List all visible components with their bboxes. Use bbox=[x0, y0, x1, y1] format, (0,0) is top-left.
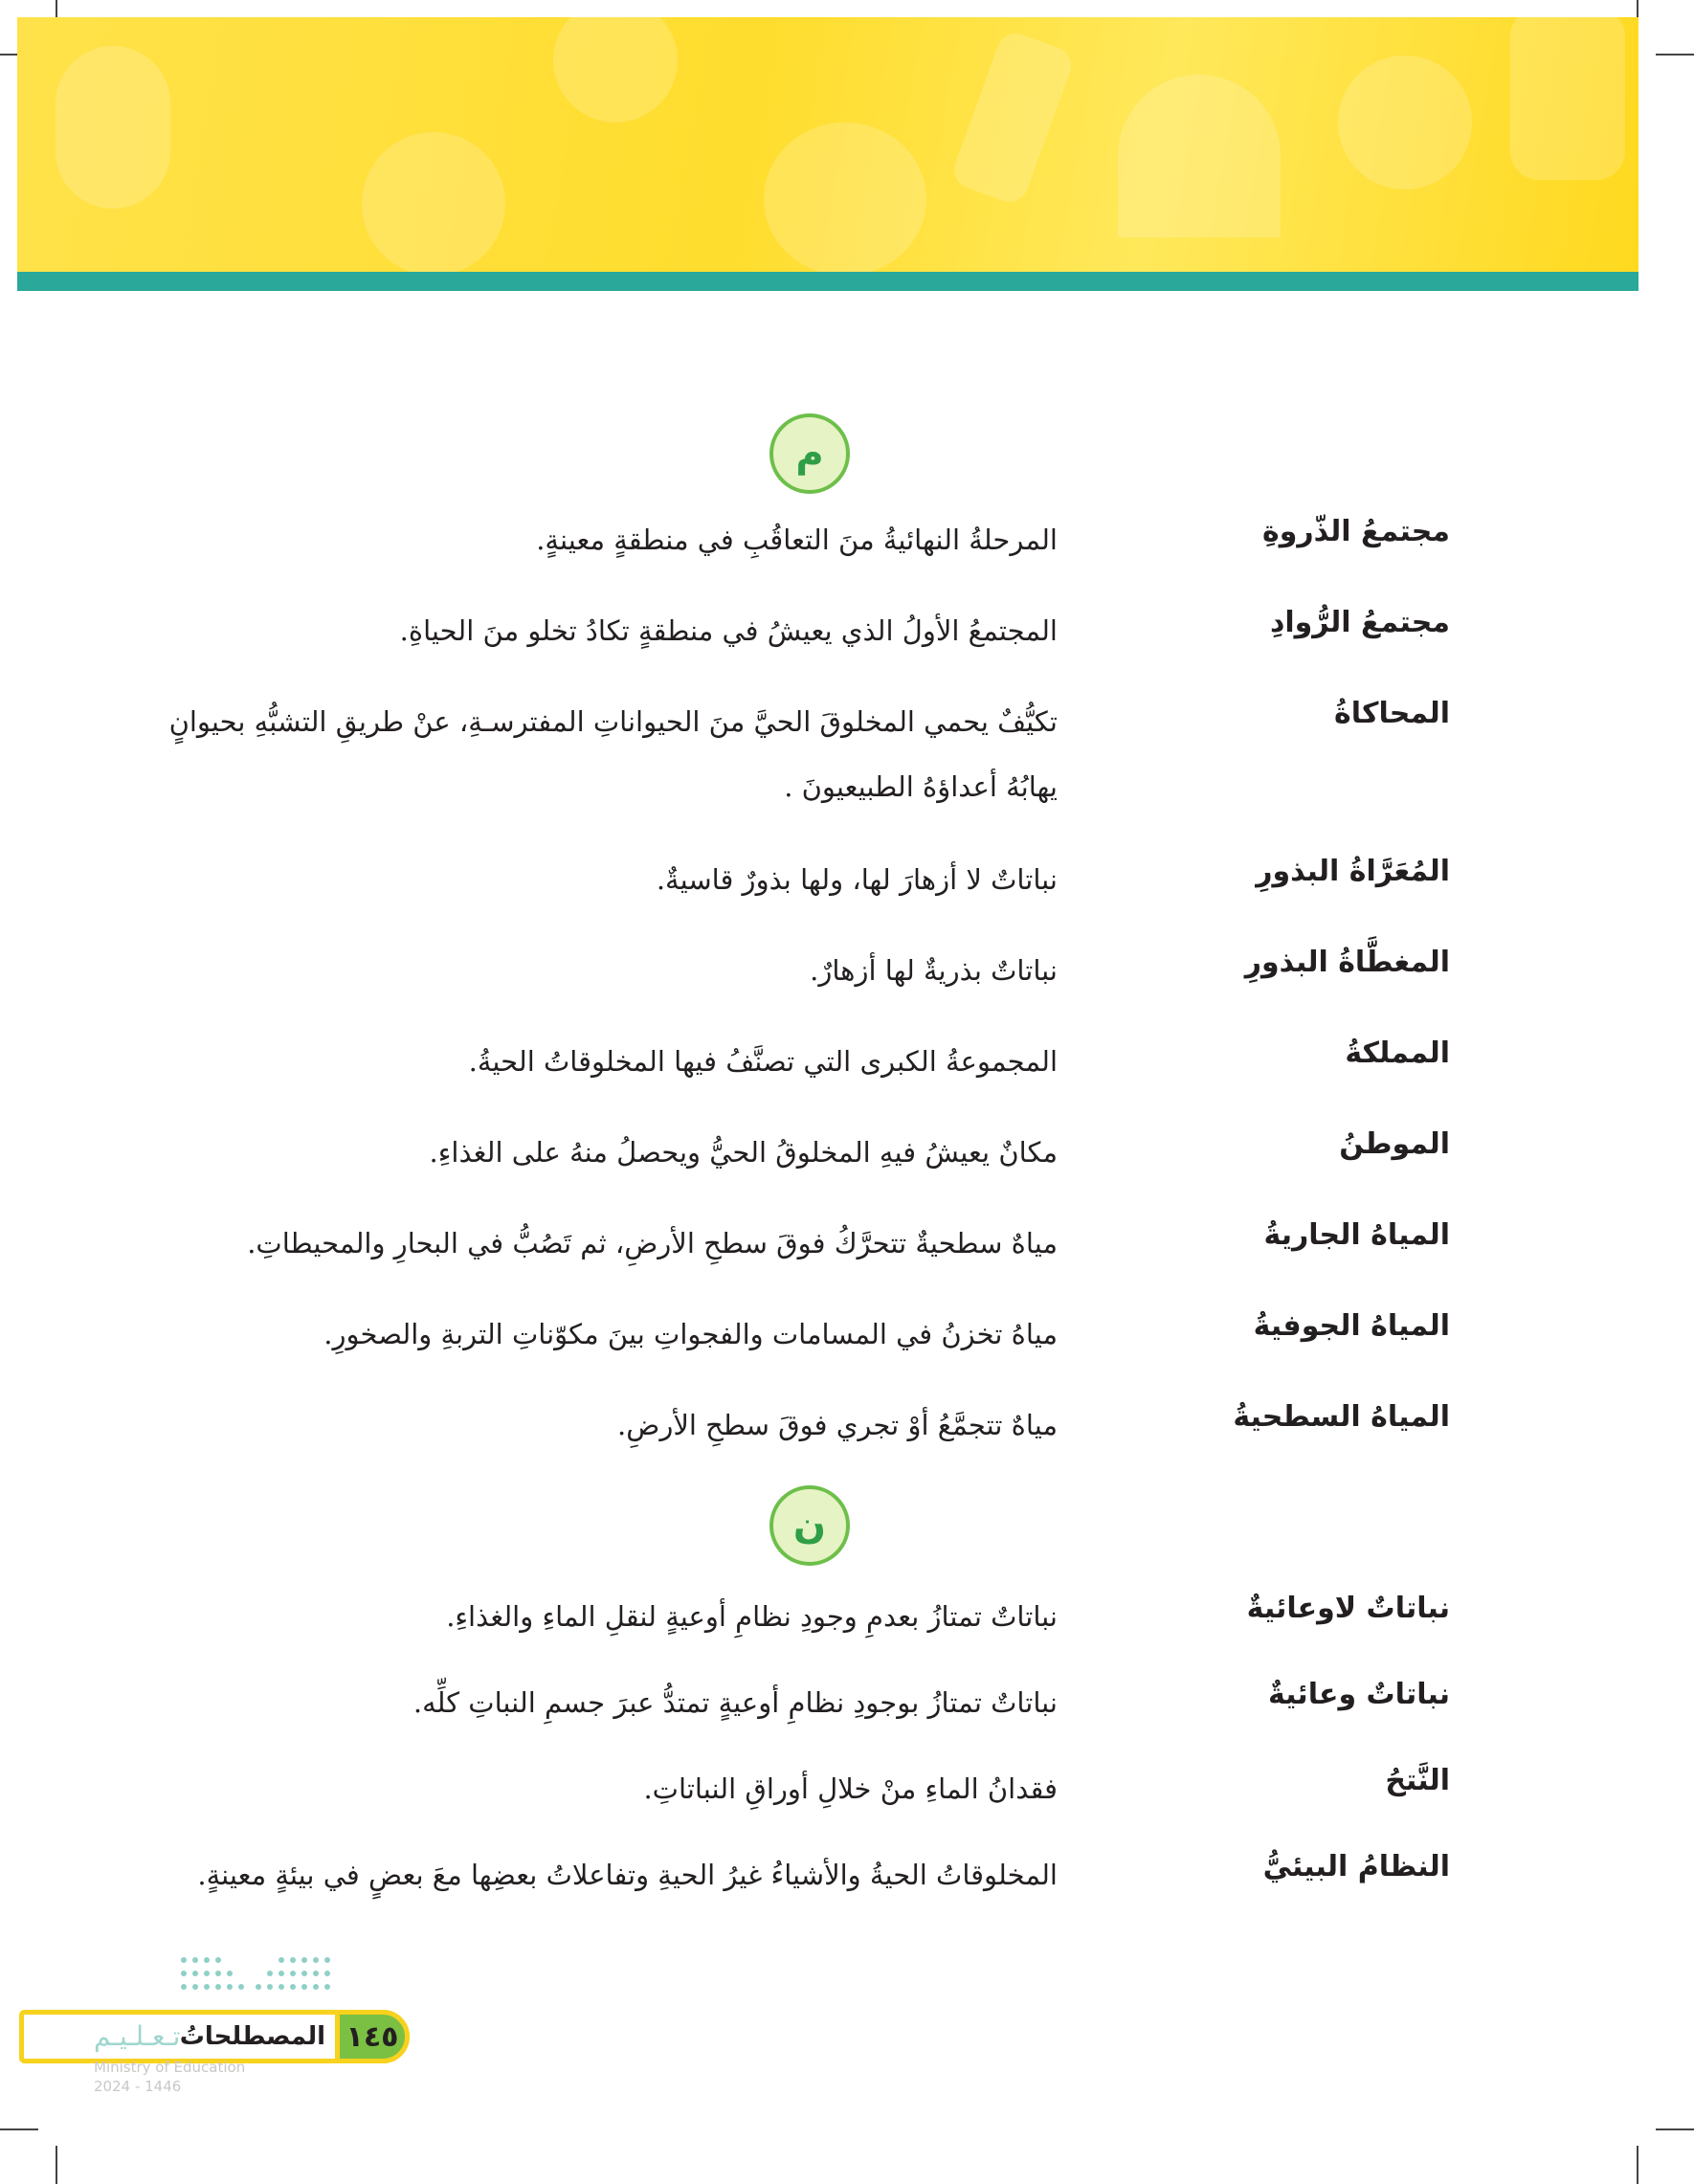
definition-line: المخلوقاتُ الحيةُ والأشياءُ غيرُ الحيةِ وتفاعلاتُ بعضِها معَ بعضٍ في بيئةٍ معينةٍ. bbox=[197, 1859, 1058, 1891]
header-banner bbox=[17, 17, 1638, 272]
banner-decoration bbox=[56, 46, 170, 209]
definition-line: تكيُّفٌ يحمي المخلوقَ الحيَّ منَ الحيواناتِ المفترسـةِ، عنْ طريقِ التشبُّهِ بحيوانٍ bbox=[168, 705, 1058, 738]
banner-decoration bbox=[553, 17, 678, 123]
definition bbox=[148, 1393, 1058, 1458]
glossary-entry bbox=[0, 1211, 1694, 1268]
definition bbox=[148, 689, 1058, 819]
section-letter-badge: ن bbox=[769, 1485, 850, 1566]
glossary-entry bbox=[0, 1120, 1694, 1177]
glossary-entry bbox=[0, 1584, 1694, 1641]
definition bbox=[148, 847, 1058, 912]
definition-line: فقدانُ الماءِ منْ خلالِ أوراقِ النباتاتِ. bbox=[643, 1772, 1058, 1805]
definition-line: المجموعةُ الكبرى التي تصنَّفُ فيها المخلوقاتُ الحيةُ. bbox=[468, 1045, 1058, 1078]
crop-mark bbox=[0, 2128, 38, 2130]
definition-line: مياهٌ سطحيةٌ تتحرَّكُ فوقَ سطحِ الأرضِ، ثم تَصُبُّ في البحارِ والمحيطاتِ. bbox=[247, 1227, 1058, 1259]
glossary-entry bbox=[0, 598, 1694, 656]
definition-line: يهابُهُ أعداؤهُ الطبيعيونَ . bbox=[784, 770, 1058, 803]
definition bbox=[148, 507, 1058, 572]
crop-mark bbox=[1656, 2128, 1694, 2130]
term: المملكةُ bbox=[1345, 1036, 1450, 1070]
term: النظامُ البيئيُّ bbox=[1262, 1850, 1450, 1883]
definition-line: مياهُ تخزنُ في المسامات والفجواتِ بينَ مكوّناتِ التربةِ والصخورِ. bbox=[323, 1318, 1058, 1350]
crop-mark bbox=[56, 2146, 57, 2184]
definition-line: نباتاتٌ تمتازُ بعدمِ وجودِ نظامِ أوعيةٍ لنقلِ الماءِ والغذاءِ. bbox=[446, 1600, 1058, 1633]
page-number: ١٤٥ bbox=[335, 2010, 410, 2063]
glossary-entry bbox=[0, 507, 1694, 565]
term: المياهُ الجاريةُ bbox=[1263, 1218, 1450, 1252]
definition-line: نباتاتٌ بذريةٌ لها أزهارٌ. bbox=[810, 954, 1058, 987]
glossary-entry bbox=[0, 1670, 1694, 1727]
glossary-entry bbox=[0, 1756, 1694, 1814]
definition-line: مياهٌ تتجمَّعُ أوْ تجري فوقَ سطحِ الأرضِ. bbox=[617, 1409, 1058, 1441]
glossary-entry bbox=[0, 1393, 1694, 1450]
banner-decoration bbox=[948, 28, 1076, 207]
crop-mark bbox=[1656, 54, 1694, 56]
term: المُعَرَّاةُ البذورِ bbox=[1256, 855, 1450, 888]
glossary-entry bbox=[0, 1842, 1694, 1900]
crop-mark bbox=[1637, 2146, 1638, 2184]
definition-line: مكانٌ يعيشُ فيهِ المخلوقُ الحيُّ ويحصلُ منهُ على الغذاءِ. bbox=[429, 1136, 1058, 1169]
definition bbox=[148, 1584, 1058, 1649]
definition bbox=[148, 1120, 1058, 1185]
definition-line: المجتمعُ الأولُ الذي يعيشُ في منطقةٍ تكادُ تخلو منَ الحياةِ. bbox=[399, 614, 1058, 647]
definition-line: نباتاتٌ لا أزهارَ لها، ولها بذورٌ قاسيةٌ. bbox=[656, 863, 1058, 896]
definition bbox=[148, 1842, 1058, 1907]
watermark-ministry: Ministry of Education bbox=[94, 2059, 246, 2076]
term: الموطنُ bbox=[1339, 1127, 1450, 1161]
term: مجتمعُ الذّروةِ bbox=[1262, 515, 1450, 548]
banner-decoration bbox=[764, 123, 926, 272]
term: المياهُ السطحيةُ bbox=[1233, 1400, 1450, 1434]
watermark-year: 2024 - 1446 bbox=[94, 2078, 182, 2095]
banner-decoration bbox=[1338, 56, 1472, 189]
term: نباتاتٌ وعائيةٌ bbox=[1267, 1678, 1450, 1711]
glossary-entry bbox=[0, 689, 1694, 803]
glossary-entry bbox=[0, 847, 1694, 904]
watermark-text: تـعـلـيـم bbox=[94, 2020, 181, 2052]
ministry-logo-dots bbox=[174, 1952, 337, 1996]
definition bbox=[148, 938, 1058, 1003]
term: النَّتحُ bbox=[1385, 1764, 1450, 1797]
definition bbox=[148, 1211, 1058, 1276]
section-letter-badge: م bbox=[769, 413, 850, 494]
banner-stripe bbox=[17, 272, 1638, 291]
definition bbox=[148, 1756, 1058, 1821]
term: مجتمعُ الرُّوادِ bbox=[1269, 606, 1450, 639]
term: المحاكاةُ bbox=[1334, 697, 1450, 730]
definition bbox=[148, 598, 1058, 663]
definition bbox=[148, 1029, 1058, 1094]
footer-section-label: المصطلحاتُ bbox=[179, 2022, 325, 2051]
banner-decoration bbox=[1118, 75, 1281, 237]
glossary-entry bbox=[0, 1029, 1694, 1086]
glossary-entry bbox=[0, 938, 1694, 995]
term: نباتاتٌ لاوعائيةٌ bbox=[1246, 1592, 1450, 1625]
definition bbox=[148, 1670, 1058, 1735]
banner-decoration bbox=[362, 132, 505, 272]
term: المياهُ الجوفيةُ bbox=[1253, 1309, 1450, 1343]
definition bbox=[148, 1302, 1058, 1367]
term: المغطَّاةُ البذورِ bbox=[1244, 946, 1450, 979]
definition-line: نباتاتٌ تمتازُ بوجودِ نظامِ أوعيةٍ تمتدُّ عبرَ جسمِ النباتِ كلِّه. bbox=[412, 1686, 1058, 1719]
definition-line: المرحلةُ النهائيةُ منَ التعاقُبِ في منطقةٍ معينةٍ. bbox=[536, 524, 1058, 556]
banner-decoration bbox=[1510, 17, 1625, 180]
glossary-entry bbox=[0, 1302, 1694, 1359]
